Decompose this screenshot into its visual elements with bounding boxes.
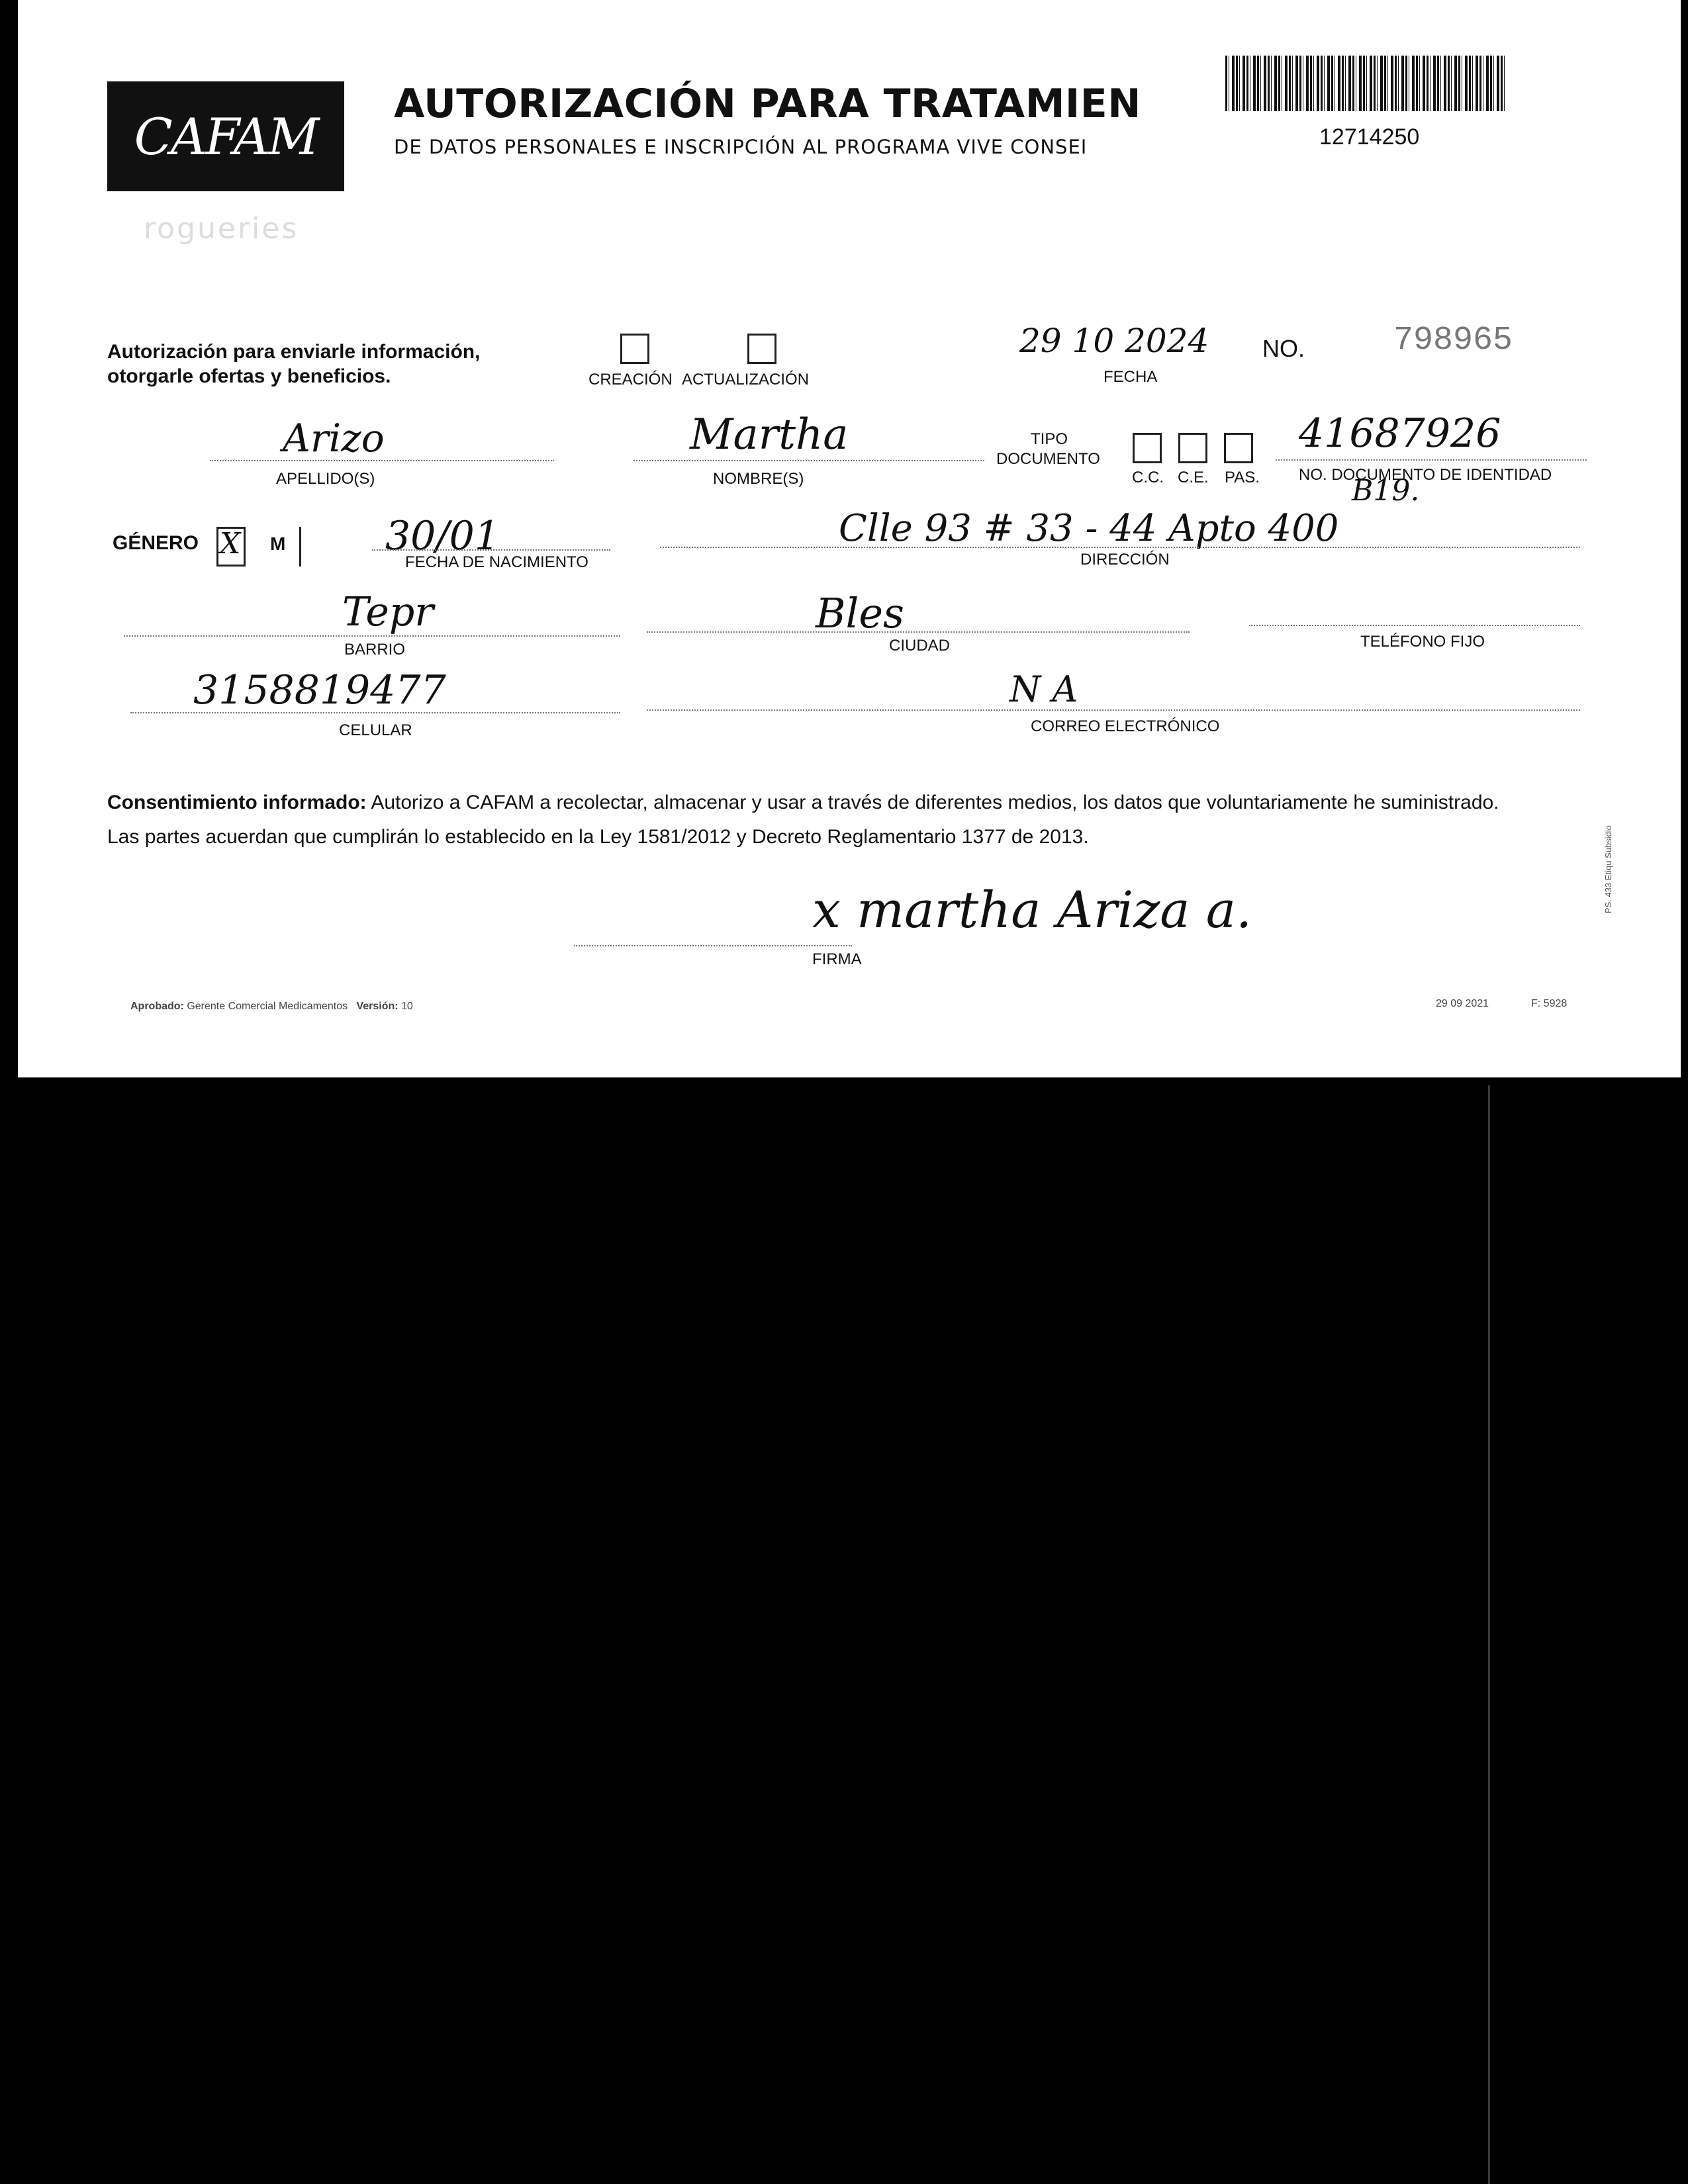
form-title: AUTORIZACIÓN PARA TRATAMIEN	[394, 81, 1141, 127]
firma-line-left	[574, 945, 852, 946]
apellido-label: APELLIDO(S)	[276, 470, 375, 488]
telefono-label: TELÉFONO FIJO	[1360, 633, 1485, 651]
tipo-label: TIPO	[1031, 430, 1068, 448]
actualizacion-checkbox[interactable]	[747, 334, 776, 364]
barcode	[1225, 56, 1506, 111]
signature[interactable]: x martha Ariza a.	[812, 880, 1252, 939]
direccion-line	[660, 547, 1580, 548]
documento-label: DOCUMENTO	[996, 450, 1100, 468]
correo-line	[647, 709, 1580, 711]
fecha-value[interactable]: 29 10 2024	[1019, 322, 1209, 360]
consent-line-1	[107, 792, 1499, 814]
cc-label: C.C.	[1132, 469, 1164, 486]
consent-text-1: Autorizo a CAFAM a recolectar, almacenar y usar a través de diferentes medios, los datos que voluntariamente he suministrado.	[366, 792, 1499, 813]
nacimiento-line	[372, 549, 610, 551]
scan-edge-line	[1488, 1085, 1490, 2184]
ciudad-label: CIUDAD	[889, 637, 951, 655]
authorization-form	[18, 0, 1681, 1077]
version-label: Versión:	[356, 1001, 399, 1012]
consent-heading: Consentimiento informado:	[107, 792, 367, 813]
nombre-label: NOMBRE(S)	[713, 470, 804, 488]
ciudad-value[interactable]: Bles	[816, 589, 904, 637]
correo-value[interactable]: N A	[1009, 668, 1078, 710]
version-value: 10	[401, 1001, 413, 1012]
footer-code: F: 5928	[1531, 998, 1568, 1009]
actualizacion-label: ACTUALIZACIÓN	[682, 371, 810, 388]
genero-label: GÉNERO	[113, 532, 199, 554]
no-value: 798965	[1393, 322, 1513, 359]
barcode-number: 12714250	[1319, 124, 1420, 150]
ce-label: C.E.	[1178, 469, 1209, 486]
ce-checkbox[interactable]	[1178, 433, 1207, 463]
direccion-value[interactable]: Clle 93 # 33 - 44 Apto 400	[839, 507, 1339, 550]
cafam-logo: CAFAM	[107, 81, 344, 191]
celular-line	[130, 712, 620, 713]
pas-checkbox[interactable]	[1224, 433, 1253, 463]
telefono-line	[1249, 625, 1580, 626]
no-label: NO.	[1262, 335, 1305, 362]
footer-vertical-text: PS. 433 Etiqu Subsidio	[1603, 825, 1613, 913]
direccion-label: DIRECCIÓN	[1080, 551, 1170, 569]
faded-text: rogueries	[144, 212, 299, 246]
fecha-label: FECHA	[1103, 368, 1158, 386]
documento-value[interactable]: 41687926	[1299, 410, 1501, 457]
barrio-line	[124, 635, 620, 637]
ciudad-line	[647, 631, 1190, 633]
celular-value[interactable]: 3158819477	[193, 667, 446, 713]
genero-m-label: M	[270, 533, 286, 554]
genero-m-checkbox[interactable]	[299, 527, 301, 567]
apellido-line	[210, 460, 554, 461]
firma-label: FIRMA	[812, 950, 862, 968]
correo-label: CORREO ELECTRÓNICO	[1031, 717, 1220, 735]
genero-f-mark: X	[220, 527, 241, 561]
nombre-line	[633, 460, 984, 461]
form-subtitle: DE DATOS PERSONALES E INSCRIPCIÓN AL PROGRAMA VIVE CONSEI	[394, 136, 1088, 158]
nacimiento-value[interactable]: 30/01	[385, 513, 500, 559]
documento-line	[1276, 459, 1587, 461]
nombre-value[interactable]: Martha	[690, 410, 849, 459]
barrio-value[interactable]: Tepr	[342, 589, 434, 635]
auth-text-line-2: otorgarle ofertas y beneficios.	[107, 365, 391, 387]
celular-label: CELULAR	[339, 721, 412, 739]
footer-date: 29 09 2021	[1436, 998, 1489, 1009]
nacimiento-label: FECHA DE NACIMIENTO	[405, 553, 588, 571]
auth-text-line-1: Autorización para enviarle información,	[107, 341, 481, 363]
cc-checkbox[interactable]	[1133, 433, 1162, 463]
consent-line-2: Las partes acuerdan que cumplirán lo establecido en la Ley 1581/2012 y Decreto Reglamentario 1377 de 2013.	[107, 826, 1089, 848]
barrio-label: BARRIO	[344, 641, 406, 659]
pas-label: PAS.	[1225, 469, 1260, 486]
footer-approval	[130, 1001, 413, 1013]
creacion-label: CREACIÓN	[588, 371, 673, 388]
aprobado-label: Aprobado:	[130, 1001, 184, 1012]
apellido-value[interactable]: Arizo	[283, 416, 385, 461]
creacion-checkbox[interactable]	[620, 334, 649, 364]
documento-number-label: NO. DOCUMENTO DE IDENTIDAD	[1299, 466, 1552, 484]
aprobado-value: Gerente Comercial Medicamentos	[187, 1001, 348, 1012]
direccion-extra: B19.	[1352, 474, 1420, 508]
